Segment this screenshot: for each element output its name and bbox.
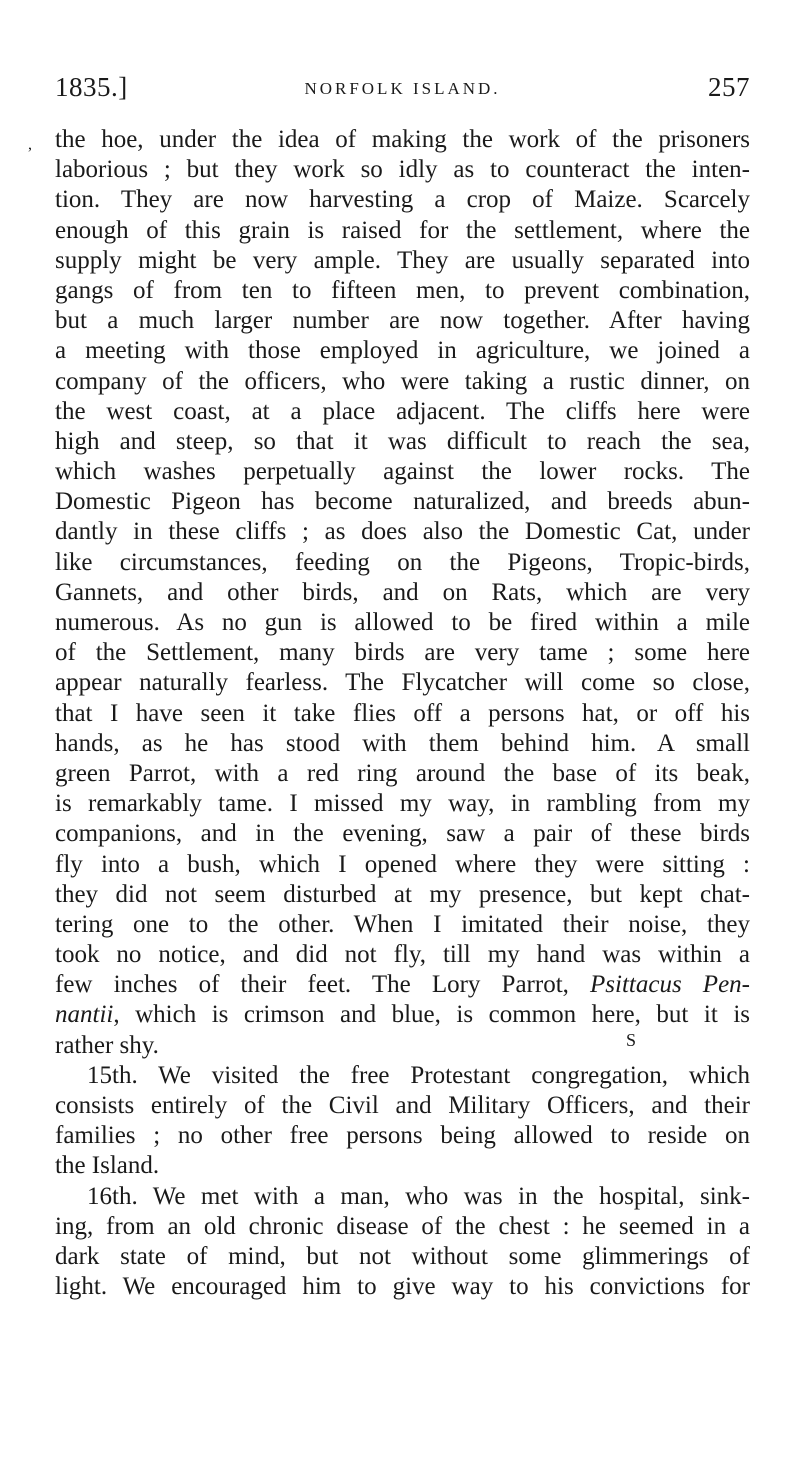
latin-name: nantii xyxy=(55,1001,114,1029)
text-line: gangs of from ten to fifteen men, to prevent combination, xyxy=(55,276,750,304)
page-number: 257 xyxy=(708,72,750,102)
text-line: of the Settlement, many birds are very tame ; some here xyxy=(55,639,750,667)
body-text xyxy=(55,125,750,1302)
text-line: supply might be very ample. They are usually separated into xyxy=(55,246,750,274)
text-line: few inches of their feet. The Lory Parrot, Psittacus Pen- xyxy=(55,971,750,999)
text-line: company of the officers, who were taking a rustic dinner, on xyxy=(55,367,750,395)
text-line: families ; no other free persons being allowed to reside on xyxy=(55,1122,750,1150)
text-line: but a much larger number are now together. After having xyxy=(55,307,750,335)
header-year: 1835.] xyxy=(55,72,128,102)
text-line: the Island. xyxy=(55,1152,160,1180)
text-line: laborious ; but they work so idly as to counteract the inten- xyxy=(55,156,750,184)
text-line: ing, from an old chronic disease of the chest : he seemed in a xyxy=(55,1212,750,1240)
text-line: nantii, which is crimson and blue, is common here, but it is xyxy=(55,1001,750,1029)
text-line: a meeting with those employed in agriculture, we joined a xyxy=(55,337,750,365)
text-line: hands, as he has stood with them behind him. A small xyxy=(55,729,750,757)
text-line: Domestic Pigeon has become naturalized, and breeds abun- xyxy=(55,488,750,516)
text-line: tion. They are now harvesting a crop of Maize. Scarcely xyxy=(55,186,750,214)
text-line: that I have seen it take flies off a persons hat, or off his xyxy=(55,699,750,727)
text-line: numerous. As no gun is allowed to be fired within a mile xyxy=(55,609,750,636)
text-line: green Parrot, with a red ring around the base of its beak, xyxy=(55,759,750,787)
signature-mark: S xyxy=(626,1030,638,1050)
latin-name: Psittacus Pen- xyxy=(590,971,750,999)
running-header xyxy=(55,72,750,112)
text-line: the west coast, at a place adjacent. The cliffs here were xyxy=(55,397,750,425)
text-line: took no notice, and did not fly, till my hand was within a xyxy=(55,941,750,969)
text-line: companions, and in the evening, saw a pair of these birds xyxy=(55,820,750,848)
text-line: they did not seem disturbed at my presence, but kept chat- xyxy=(55,880,750,908)
text-line: 16th. We met with a man, who was in the hospital, sink- xyxy=(87,1182,750,1210)
text-line: tering one to the other. When I imitated their noise, they xyxy=(55,910,750,938)
margin-mark: , xyxy=(28,136,32,153)
text-line: appear naturally fearless. The Flycatcher will come so close, xyxy=(55,669,750,697)
text-line: which washes perpetually against the lower rocks. The xyxy=(55,458,750,486)
header-title: NORFOLK ISLAND. xyxy=(304,79,501,98)
text-line: fly into a bush, which I opened where they were sitting : xyxy=(55,850,750,878)
text-line: dark state of mind, but not without some glimmerings of xyxy=(55,1242,750,1270)
text-line: consists entirely of the Civil and Military Officers, and their xyxy=(55,1092,750,1119)
text-line: high and steep, so that it was difficult to reach the sea, xyxy=(55,427,750,455)
text-line: enough of this grain is raised for the settlement, where the xyxy=(55,216,750,244)
text-line: the hoe, under the idea of making the work of the prisoners xyxy=(55,126,750,153)
text-line: Gannets, and other birds, and on Rats, which are very xyxy=(55,578,750,606)
text-line: rather shy. xyxy=(55,1031,159,1059)
text-line: like circumstances, feeding on the Pigeons, Tropic-birds, xyxy=(55,548,750,576)
text-line: dantly in these cliffs ; as does also the Domestic Cat, under xyxy=(55,518,750,546)
text-line: light. We encouraged him to give way to his convictions for xyxy=(55,1273,750,1301)
text-line: 15th. We visited the free Protestant congregation, which xyxy=(87,1061,750,1089)
text-line: is remarkably tame. I missed my way, in rambling from my xyxy=(55,790,750,818)
